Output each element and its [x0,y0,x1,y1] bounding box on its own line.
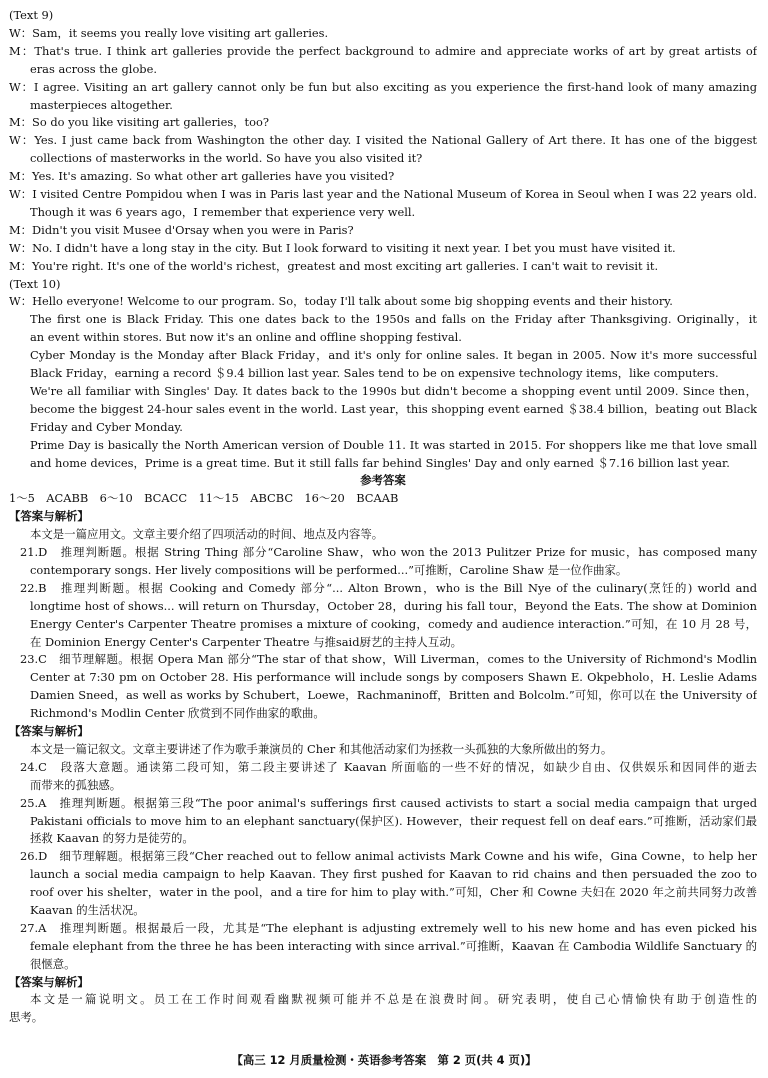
text-line: 26.D 细节理解题。根据第三段“Cher reached out to fellow animal activists Mark Cowne and his wife，Gina Cowne，to help her [20,849,757,864]
text-line: Pakistani officials to move him to an elephant sanctuary(保护区). However，their request fell on deaf ears.”可推断，活动家们最 [30,813,757,828]
text-line: contemporary songs. Her lively compositions will be performed...”可推断，Caroline Shaw 是一位作曲家。 [30,562,628,577]
text-line: become the biggest 24-hour sales event in the world. Last year，this shopping event earned ＄38.4 billion，beating out Black [30,401,757,416]
text-line: W：I agree. Visiting an art gallery cannot only be fun but also exciting as you experience the first-hand look of many amazing [9,79,757,94]
text-line: M：So do you like visiting art galleries，too? [9,115,269,130]
document-body [9,7,757,1027]
text-line: masterpieces altogether. [30,97,173,112]
text-line: Center at 7:30 pm on October 28. His performance will include songs by composers Shawn E. Okpebholo，H. Leslie Adams [30,670,757,685]
text-line: 本文是一篇说明文。员工在工作时间观看幽默视频可能并不总是在浪费时间。研究表明，使自己心情愉快有助于创造性的 [30,992,757,1007]
text-line: collections of masterworks in the world. So have you also visited it? [30,151,423,166]
text-line: 【答案与解析】 [9,509,89,524]
text-line: female elephant from the three he has been interacting with since arrival.”可推断，Kaavan 在 Cambodia Wildlife Sanctuary 的 [30,938,757,953]
text-line: Friday and Cyber Monday. [30,419,183,434]
text-line: Damien Sneed，as well as works by Schubert，Loewe，Rachmaninoff，Britten and Bolcolm.”可知，你可以在 the University of [30,688,757,703]
text-line: The first one is Black Friday. This one dates back to the 1950s and falls on the Friday after Thanksgiving. Originally，it [30,312,757,327]
text-line: M：Yes. It's amazing. So what other art galleries have you visited? [9,169,395,184]
text-line: 很惬意。 [30,956,76,971]
text-line: (Text 10) [9,276,61,291]
text-line: 21.D 推理判断题。根据 String Thing 部分“Caroline Shaw，who won the 2013 Pulitzer Prize for music，has composed many [20,545,757,560]
text-line: 参考答案 [360,473,406,488]
text-line: 1～5 ACABB 6～10 BCACC 11～15 ABCBC 16～20 BCAAB [9,491,399,506]
text-line: launch a social media campaign to help Kaavan. They first pushed for Kaavan to rid chains and then persuaded the zoo to [30,867,757,882]
text-line: 在 Dominion Energy Center's Carpenter Theatre 与推said厨艺的主持人互动。 [30,634,462,649]
text-line: 22.B 推理判断题。根据 Cooking and Comedy 部分“... Alton Brown，who is the Bill Nye of the culinary(烹饪的) world and [20,580,757,595]
text-line: longtime host of shows... will return on Thursday，October 28，during his fall tour，Beyond the Eats. The show at Dominion [30,598,757,613]
text-line: 而带来的孤独感。 [30,777,122,792]
text-line: M：Didn't you visit Musee d'Orsay when you were in Paris? [9,222,354,237]
text-line: 本文是一篇记叙文。文章主要讲述了作为歌手兼演员的 Cher 和其他活动家们为拯救一头孤独的大象所做出的努力。 [30,741,613,756]
text-line: W：No. I didn't have a long stay in the city. But I look forward to visiting it next year. I bet you must have visited it. [9,240,676,255]
text-line: Cyber Monday is the Monday after Black Friday，and it's only for online sales. It began in 2005. Now it's more successful [30,348,757,363]
text-line: 本文是一篇应用文。文章主要介绍了四项活动的时间、地点及内容等。 [30,527,384,542]
text-line: 思考。 [9,1010,44,1025]
page-footer: 【高三 12 月质量检测・英语参考答案 第 2 页(共 4 页)】 [231,1053,537,1067]
text-line: M：That's true. I think art galleries provide the perfect background to admire and appreciate works of art by great artists of [9,43,757,58]
text-line: 【答案与解析】 [9,724,89,738]
text-line: an event within stores. But now it's an online and offline shopping festival. [30,330,462,345]
text-line: Black Friday，earning a record ＄9.4 billion last year. Sales tend to be on expensive technology items，like computers. [30,366,719,381]
text-line: 27.A 推理判断题。根据最后一段，尤其是“The elephant is adjusting extremely well to his new home and has even picked his [20,920,757,935]
text-line: W：Hello everyone! Welcome to our program. So，today I'll talk about some big shopping events and their history. [9,294,673,309]
text-line: We're all familiar with Singles' Day. It dates back to the 1990s but didn't become a shopping event until 2009. Since then， [30,383,757,398]
text-line: Kaavan 的生活状况。 [30,902,145,917]
text-line: 拯救 Kaavan 的努力是徒劳的。 [30,831,194,846]
text-line: W：I visited Centre Pompidou when I was in Paris last year and the National Museum of Korea in Seoul when I was 22 years old. [9,187,757,202]
text-line: 23.C 细节理解题。根据 Opera Man 部分“The star of that show，Will Liverman，comes to the University of Richmond's Modlin [20,652,757,667]
text-line: Though it was 6 years ago，I remember that experience very well. [30,204,416,219]
text-line: roof over his shelter，water in the pool，and a tire for him to play with.”可知，Cher 和 Cowne 夫妇在 2020 年之前共同努力改善 [30,885,757,900]
text-line: Prime Day is basically the North American version of Double 11. It was started in 2015. For shoppers like me that love small [30,437,757,452]
text-line: (Text 9) [9,8,54,22]
text-line: W：Yes. I just came back from Washington the other day. I visited the National Gallery of Art there. It has one of the biggest [9,133,757,148]
text-line: M：You're right. It's one of the world's richest，greatest and most exciting art galleries. I can't wait to revisit it. [9,258,659,273]
text-line: W：Sam，it seems you really love visiting art galleries. [9,25,329,40]
text-line: 24.C 段落大意题。通读第二段可知，第二段主要讲述了 Kaavan 所面临的一些不好的情况，如缺少自由、仅供娱乐和因同伴的逝去 [20,759,757,774]
text-line: Energy Center's Carpenter Theatre promises a mixture of cooking，comedy and audience interaction.”可知，在 10 月 28 号， [30,616,757,631]
text-line: Richmond's Modlin Center 欣赏到不同作曲家的歌曲。 [30,706,325,721]
text-line: 25.A 推理判断题。根据第三段“The poor animal's sufferings first caused activists to start a social media campaign that urged [20,795,757,810]
text-line: and home devices，Prime is a great time. But it still falls far behind Singles' Day and only earned ＄7.16 billion last year. [30,455,730,470]
text-line: eras across the globe. [30,61,157,76]
text-line: 【答案与解析】 [9,974,89,989]
